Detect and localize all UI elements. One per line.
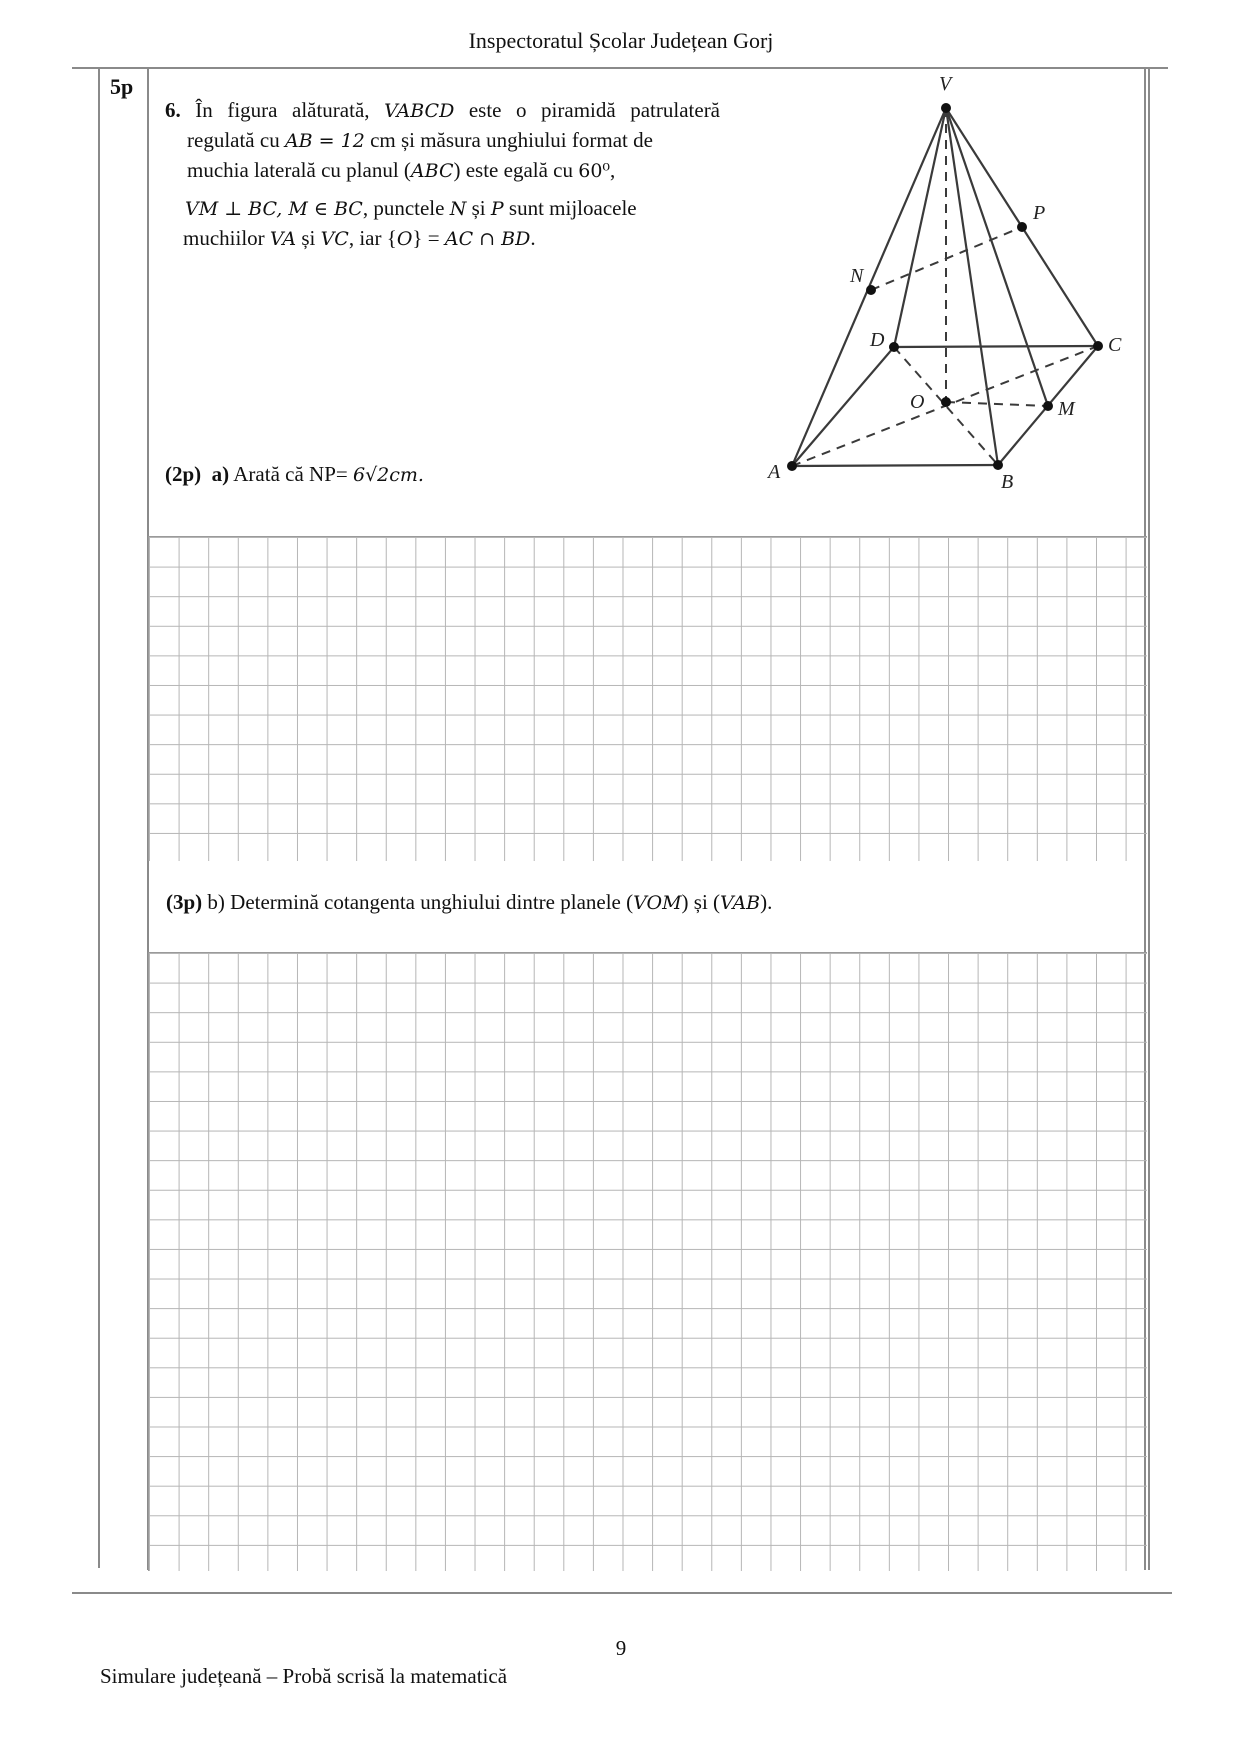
task-a: (2p) a) Arată că NP= 6√2cm. [165, 462, 424, 486]
page-number: 9 [615, 1636, 627, 1660]
problem-points: 5p [110, 74, 134, 99]
point-M [1043, 401, 1053, 411]
point-A [787, 461, 797, 471]
statement-line-1: 6. În figura alăturată, VABCD este o piramidă patrulateră [165, 98, 721, 122]
bottom-border [72, 1592, 1172, 1594]
label-M: M [1058, 398, 1075, 420]
point-N [866, 285, 876, 295]
page-header: Inspectoratul Școlar Județean Gorj [468, 28, 774, 53]
problem-number: 6. [165, 98, 181, 122]
statement-line-5: muchiilor VA și VC, iar {O} = AC ∩ BD. [183, 226, 536, 250]
statement-line-4: VM ⊥ BC, M ∈ BC, punctele N și P sunt mijloacele [185, 196, 637, 220]
label-O: O [910, 391, 925, 413]
label-C: C [1108, 334, 1122, 356]
point-V [941, 103, 951, 113]
label-B: B [1001, 471, 1014, 493]
answer-grid-b[interactable] [148, 952, 1147, 1571]
pyramid-figure [758, 64, 1138, 504]
point-P [1017, 222, 1027, 232]
statement-line-2: regulată cu AB = 12 cm și măsura unghiului format de [187, 128, 653, 152]
edge-AD [792, 347, 894, 466]
edge-AB [792, 465, 998, 466]
edge-VM [946, 108, 1048, 406]
point-D [889, 342, 899, 352]
right-border-outer [1148, 68, 1150, 1570]
left-border-outer [98, 68, 100, 1568]
label-P: P [1033, 202, 1046, 224]
point-C [1093, 341, 1103, 351]
label-V: V [939, 73, 952, 95]
statement-line-3: muchia laterală cu planul (ABC) este egală cu 60⁰, [187, 158, 616, 182]
dashed-OM [946, 402, 1048, 406]
task-b: (3p) b) Determină cotangenta unghiului dintre planele (VOM) și (VAB). [166, 890, 773, 914]
edge-VD [894, 108, 946, 347]
edge-DC [894, 346, 1098, 347]
point-O [941, 397, 951, 407]
label-D: D [870, 329, 885, 351]
edge-VB [946, 108, 998, 465]
label-N: N [850, 265, 864, 287]
problem-statement [165, 96, 720, 254]
point-B [993, 460, 1003, 470]
label-A: A [768, 461, 781, 483]
page-footer: Simulare județeană – Probă scrisă la matematică [100, 1664, 508, 1688]
answer-grid-a[interactable] [148, 536, 1147, 861]
